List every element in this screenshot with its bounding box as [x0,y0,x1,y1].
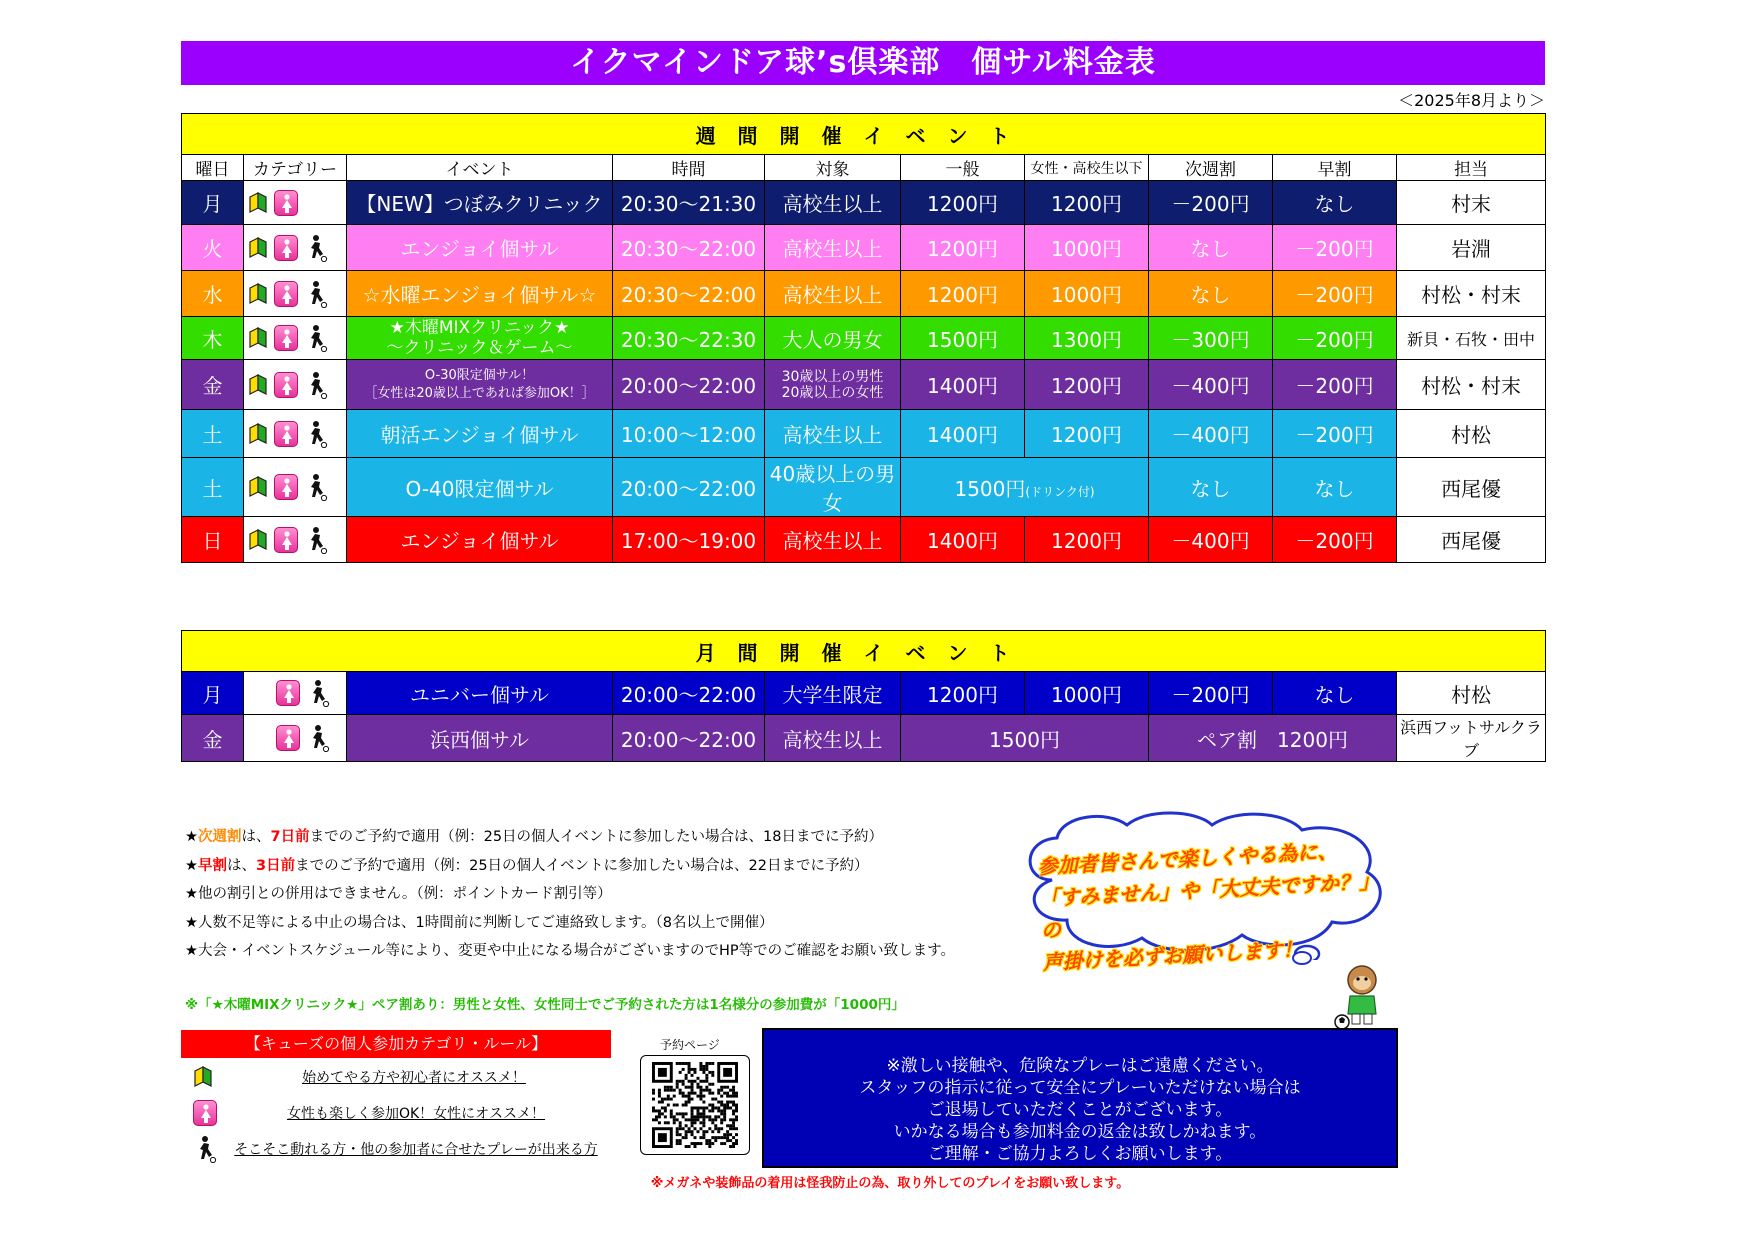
event-row [182,181,1546,225]
time-cell: 20:30～22:00 [613,271,765,317]
female-icon [274,325,298,351]
next-week-discount: －400円 [1149,360,1273,410]
target-cell: 高校生以上 [765,271,901,317]
female-price: 1000円 [1025,271,1149,317]
bubble-message: 参加者皆さんで楽しくやる為に、 「すみません」や「大丈夫ですか？」の 声掛けを必ずお願いします！ [1037,839,1370,975]
next-week-discount: なし [1149,225,1273,271]
monthly-schedule-table [181,630,1546,762]
target-cell: 高校生以上 [765,225,901,271]
time-cell: 20:00～22:00 [613,360,765,410]
weekly-section-title: 週間開催イベント [182,114,1546,155]
staff-cell: 村末 [1397,181,1546,225]
category-cell [244,317,347,360]
kick-icon [306,679,330,707]
kick-icon [304,280,328,308]
kick-icon [193,1135,217,1163]
female-price: 1000円 [1025,672,1149,715]
general-price: 1200円 [901,181,1025,225]
day-cell: 水 [182,271,244,317]
category-cell [244,672,347,715]
qr-label: 予約ページ [660,1038,720,1052]
rule-item [185,1096,615,1130]
safety-warning [762,1028,1398,1168]
event-name: O-30限定個サル！ ［女性は20歳以上であれば参加OK！］ [347,360,613,410]
rule-text: 始めてやる方や初心者にオススメ！ [302,1070,526,1086]
time-cell: 20:00～22:00 [613,672,765,715]
warning-line: スタッフの指示に従って安全にプレーいただけない場合は [859,1078,1301,1098]
beginner-icon [248,421,268,447]
early-discount: なし [1273,181,1397,225]
column-header: 対象 [765,155,901,181]
warning-line: ご理解・ご協力よろしくお願いします。 [927,1144,1233,1164]
target-cell: 40歳以上の男女 [765,458,901,517]
price-value: 1500円 [989,727,1060,752]
column-header: 女性・高校生以下 [1025,155,1149,181]
event-name: 浜西個サル [347,715,613,762]
staff-cell: 村松・村末 [1397,360,1546,410]
price-value: 1500円 [954,476,1026,501]
event-row [182,672,1546,715]
female-icon [274,527,298,553]
category-cell [244,458,347,517]
category-cell [244,715,347,762]
female-icon [274,190,298,216]
pair-discount: ペア割 1200円 [1149,715,1397,762]
early-discount: なし [1273,458,1397,517]
event-name: エンジョイ個サル [347,225,613,271]
notes-list [185,823,955,966]
event-row [182,271,1546,317]
day-cell: 金 [182,360,244,410]
merged-price-cell [901,715,1149,762]
event-row [182,517,1546,563]
early-discount: －200円 [1273,317,1397,360]
beginner-icon [193,1064,213,1090]
category-cell [244,410,347,458]
beginner-icon [248,474,268,500]
reservation-qr-code[interactable] [640,1055,750,1155]
warning-line: いかなる場合も参加料金の返金は致しかねます。 [893,1122,1267,1142]
mascot-illustration [1330,962,1390,1030]
note-line: ★早割は、3日前までのご予約で適用（例：25日の個人イベントに参加したい場合は、22日までに予約） [185,857,869,874]
rule-item [185,1132,615,1166]
effective-date: ＜2025年8月より＞ [1398,91,1545,110]
general-price: 1200円 [901,225,1025,271]
kick-icon [304,234,328,262]
staff-cell: 西尾優 [1397,517,1546,563]
event-name: ☆水曜エンジョイ個サル☆ [347,271,613,317]
pair-discount-note: ※「★木曜MIXクリニック★」ペア割あり：男性と女性、女性同士でご予約された方は1名様分の参加費が「1000円」 [185,997,905,1013]
event-name: ★木曜MIXクリニック★ ～クリニック＆ゲーム～ [347,317,613,360]
general-price: 1400円 [901,517,1025,563]
general-price: 1500円 [901,317,1025,360]
kick-icon [306,724,330,752]
day-cell: 日 [182,517,244,563]
target-cell: 高校生以上 [765,517,901,563]
event-name: 【NEW】つぼみクリニック [347,181,613,225]
event-name: エンジョイ個サル [347,517,613,563]
staff-cell: 岩淵 [1397,225,1546,271]
drink-note: (ドリンク付) [1025,484,1095,499]
day-cell: 火 [182,225,244,271]
beginner-icon [248,325,268,351]
day-cell: 金 [182,715,244,762]
page-title: イクマインドア球’s倶楽部 個サル料金表 [181,41,1545,85]
female-price: 1200円 [1025,360,1149,410]
female-icon [274,235,298,261]
kick-icon [304,473,328,501]
next-week-discount: なし [1149,458,1273,517]
female-price: 1200円 [1025,410,1149,458]
event-row [182,715,1546,762]
note-line: ★大会・イベントスケジュール等により、変更や中止になる場合がございますのでHP等でのご確認をお願い致します。 [185,943,955,959]
category-cell [244,517,347,563]
event-name: 朝活エンジョイ個サル [347,410,613,458]
column-header: 次週割 [1149,155,1273,181]
female-icon [276,725,300,751]
day-cell: 月 [182,672,244,715]
target-cell: 高校生以上 [765,181,901,225]
column-header: カテゴリー [244,155,347,181]
next-week-discount: なし [1149,271,1273,317]
kick-icon [304,420,328,448]
next-week-discount: －300円 [1149,317,1273,360]
rules-title: 【キューズの個人参加カテゴリ・ルール】 [181,1030,611,1058]
note-line: ★他の割引との併用はできません。（例：ポイントカード割引等） [185,886,612,902]
event-row [182,458,1546,517]
early-discount: －200円 [1273,410,1397,458]
day-cell: 土 [182,410,244,458]
female-price: 1200円 [1025,181,1149,225]
target-cell: 大人の男女 [765,317,901,360]
event-name: O-40限定個サル [347,458,613,517]
event-row [182,317,1546,360]
female-icon [274,421,298,447]
female-price: 1300円 [1025,317,1149,360]
monthly-section-title: 月間開催イベント [182,631,1546,672]
target-cell: 高校生以上 [765,715,901,762]
warning-line: ご退場していただくことがございます。 [927,1100,1233,1120]
beginner-icon [248,527,268,553]
next-week-discount: －200円 [1149,672,1273,715]
target-cell: 大学生限定 [765,672,901,715]
female-icon [193,1100,217,1126]
female-icon [274,372,298,398]
time-cell: 20:30～22:00 [613,225,765,271]
staff-cell: 村松 [1397,672,1546,715]
staff-cell: 村松・村末 [1397,271,1546,317]
kick-icon [304,324,328,352]
day-cell: 土 [182,458,244,517]
category-cell [244,225,347,271]
next-week-discount: －200円 [1149,181,1273,225]
event-row [182,360,1546,410]
time-cell: 20:30～21:30 [613,181,765,225]
event-name: ユニバー個サル [347,672,613,715]
note-line: ★次週割は、7日前までのご予約で適用（例：25日の個人イベントに参加したい場合は、18日までに予約） [185,829,883,845]
female-icon [274,474,298,500]
column-header: 一般 [901,155,1025,181]
time-cell: 20:00～22:00 [613,458,765,517]
beginner-icon [248,235,268,261]
general-price: 1200円 [901,271,1025,317]
weekly-schedule-table [181,113,1546,563]
rule-text: 女性も楽しく参加OK！女性にオススメ！ [286,1106,546,1122]
column-header: イベント [347,155,613,181]
column-header: 時間 [613,155,765,181]
early-discount: －200円 [1273,271,1397,317]
rule-item [185,1060,615,1094]
female-icon [274,281,298,307]
warning-line: ※激しい接触や、危険なプレーはご遠慮ください。 [886,1056,1274,1076]
time-cell: 10:00～12:00 [613,410,765,458]
column-header: 曜日 [182,155,244,181]
time-cell: 20:00～22:00 [613,715,765,762]
kick-icon [304,526,328,554]
next-week-discount: －400円 [1149,517,1273,563]
kick-icon [304,371,328,399]
day-cell: 木 [182,317,244,360]
staff-cell: 西尾優 [1397,458,1546,517]
general-price: 1400円 [901,410,1025,458]
event-row [182,410,1546,458]
eyewear-note: ※メガネや装飾品の着用は怪我防止の為、取り外してのプレイをお願い致します。 [650,1176,1130,1191]
time-cell: 17:00～19:00 [613,517,765,563]
time-cell: 20:30～22:30 [613,317,765,360]
beginner-icon [248,372,268,398]
female-price: 1200円 [1025,517,1149,563]
female-price: 1000円 [1025,225,1149,271]
day-cell: 月 [182,181,244,225]
early-discount: －200円 [1273,225,1397,271]
beginner-icon [248,281,268,307]
early-discount: －200円 [1273,360,1397,410]
qr-code-icon [647,1062,743,1148]
category-cell [244,360,347,410]
note-line: ★人数不足等による中止の場合は、1時間前に判断してご連絡致します。（8名以上で開催） [185,914,774,931]
event-row [182,225,1546,271]
staff-cell: 村松 [1397,410,1546,458]
staff-cell: 浜西フットサルクラブ [1397,715,1546,762]
next-week-discount: －400円 [1149,410,1273,458]
column-header: 早割 [1273,155,1397,181]
category-cell [244,181,347,225]
general-price: 1200円 [901,672,1025,715]
target-cell: 30歳以上の男性 20歳以上の女性 [765,360,901,410]
column-header-row [182,155,1546,181]
beginner-icon [248,190,268,216]
general-price: 1400円 [901,360,1025,410]
target-cell: 高校生以上 [765,410,901,458]
merged-price-cell [901,458,1149,517]
staff-cell: 新貝・石牧・田中 [1397,317,1546,360]
female-icon [276,680,300,706]
early-discount: なし [1273,672,1397,715]
early-discount: －200円 [1273,517,1397,563]
column-header: 担当 [1397,155,1546,181]
category-cell [244,271,347,317]
rule-text: そこそこ動れる方・他の参加者に合せたプレーが出来る方 [234,1142,598,1158]
